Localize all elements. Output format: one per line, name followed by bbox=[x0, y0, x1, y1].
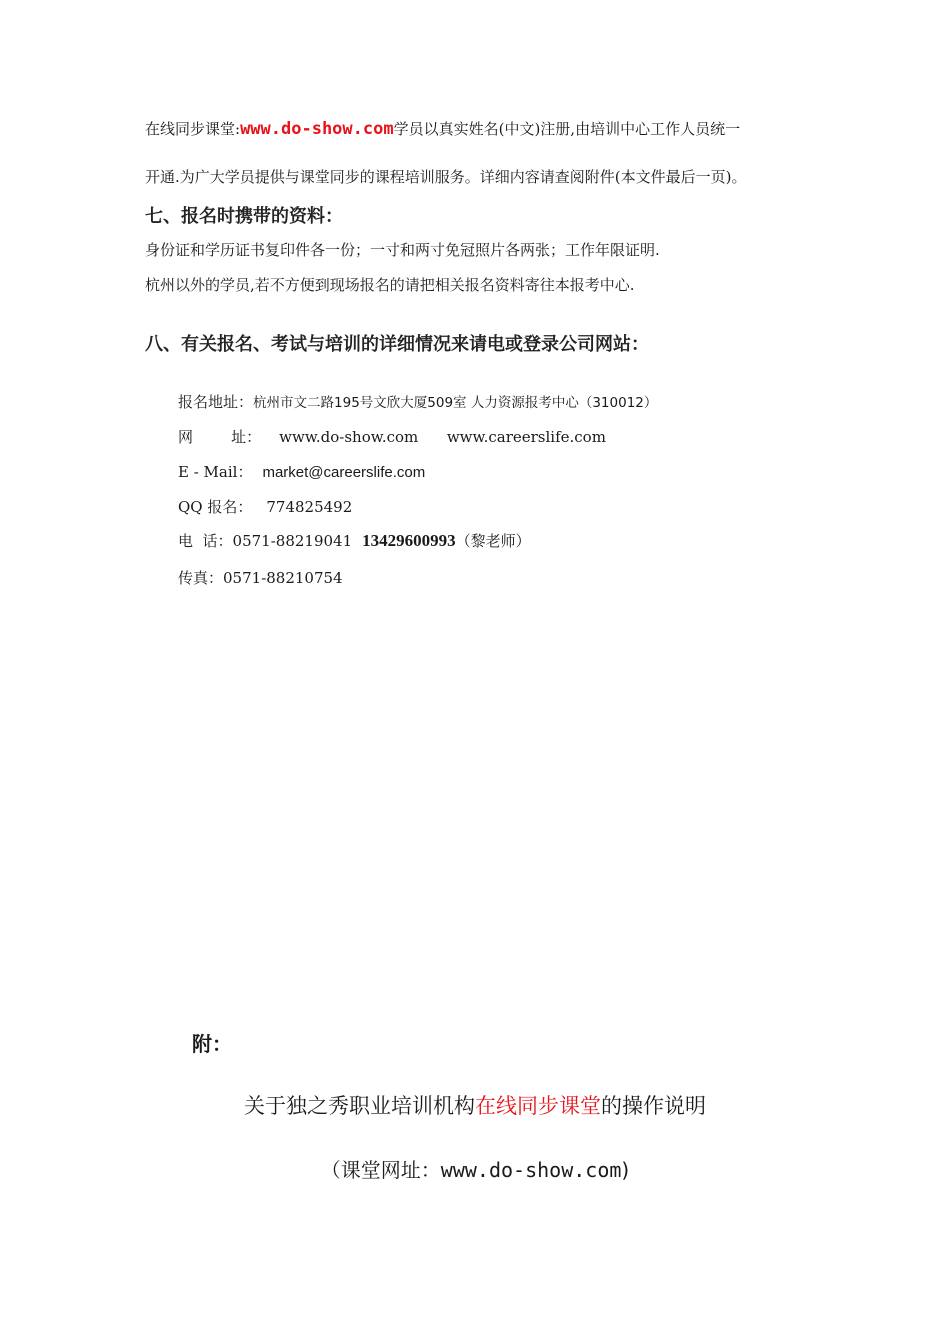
qq-value: 774825492 bbox=[266, 498, 353, 516]
qq-row bbox=[178, 496, 352, 517]
appendix-title-prefix: 关于独之秀职业培训机构 bbox=[244, 1094, 475, 1118]
subtitle-url[interactable]: www.do-show.com bbox=[440, 1158, 622, 1182]
site-link[interactable]: www.do-show.com bbox=[240, 119, 394, 139]
subtitle-open: （课堂网址： bbox=[320, 1158, 441, 1182]
qq-label: QQ 报名： bbox=[178, 498, 253, 516]
website-label: 网 址： bbox=[178, 428, 262, 446]
appendix-title bbox=[0, 1090, 950, 1120]
intro-line-1 bbox=[145, 118, 740, 139]
appendix-subtitle bbox=[0, 1154, 950, 1183]
phone-label: 电 话： bbox=[178, 532, 233, 550]
phone-row bbox=[178, 530, 531, 551]
section-8-heading: 八、有关报名、考试与培训的详细情况来请电或登录公司网站： bbox=[145, 334, 649, 355]
website-value[interactable]: www.do-show.com www.careerslife.com bbox=[279, 428, 606, 446]
fax-row bbox=[178, 567, 343, 588]
section-7-line-1: 身份证和学历证书复印件各一份；一寸和两寸免冠照片各两张；工作年限证明. bbox=[145, 241, 660, 259]
email-row bbox=[178, 461, 425, 482]
email-label: E - Mail： bbox=[178, 463, 253, 481]
appendix-title-suffix: 的操作说明 bbox=[601, 1094, 706, 1118]
address-row bbox=[178, 391, 657, 412]
fax-label: 传真： bbox=[178, 569, 224, 587]
mobile-number: 13429600993 bbox=[362, 531, 456, 550]
section-7-heading: 七、报名时携带的资料： bbox=[145, 206, 343, 227]
phone-value: 0571-88219041 bbox=[232, 532, 353, 550]
intro-suffix: 学员以真实姓名(中文)注册,由培训中心工作人员统一 bbox=[393, 120, 741, 138]
email-value[interactable]: market@careerslife.com bbox=[262, 464, 426, 481]
address-value: 杭州市文二路195号文欣大厦509室 人力资源报考中心（310012） bbox=[253, 395, 658, 411]
fax-value: 0571-88210754 bbox=[223, 569, 343, 587]
intro-prefix: 在线同步课堂: bbox=[145, 120, 241, 138]
subtitle-close: ) bbox=[621, 1158, 630, 1182]
section-7-line-2: 杭州以外的学员,若不方便到现场报名的请把相关报名资料寄往本报考中心. bbox=[145, 276, 635, 294]
address-label: 报名地址： bbox=[178, 393, 254, 411]
appendix-title-highlight: 在线同步课堂 bbox=[475, 1094, 601, 1118]
appendix-label: 附： bbox=[192, 1032, 232, 1056]
intro-line-2: 开通.为广大学员提供与课堂同步的课程培训服务。详细内容请查阅附件(本文件最后一页)。 bbox=[145, 168, 747, 186]
website-row bbox=[178, 426, 606, 447]
phone-contact: （黎老师） bbox=[455, 532, 531, 550]
